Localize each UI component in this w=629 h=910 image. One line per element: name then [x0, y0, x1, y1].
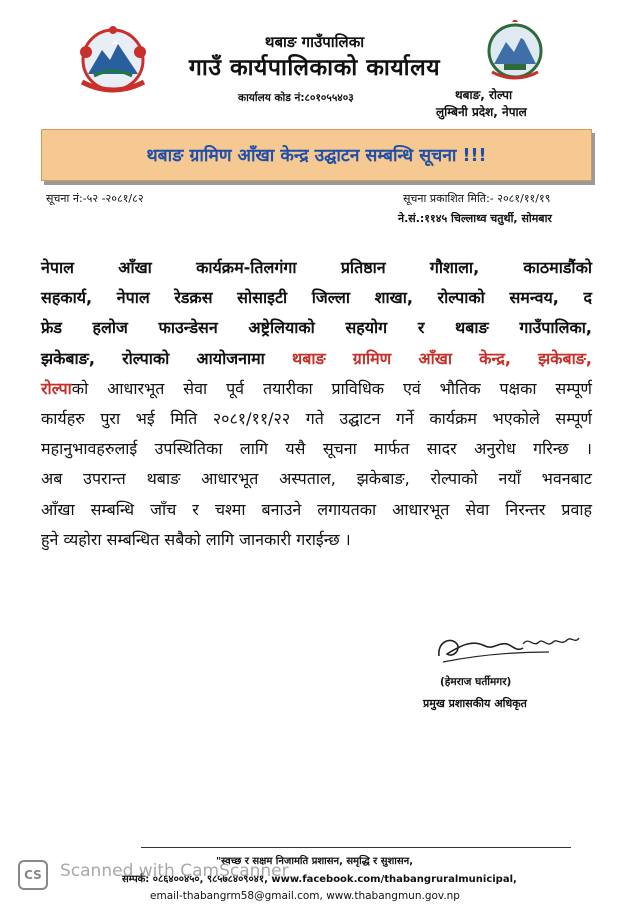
body-line-part: को आधारभूत सेवा पूर्व तयारीका प्राविधिक एवं भौतिक पक्षका सम्पूर्ण: [71, 378, 592, 398]
footer-email-web: email-thabangrm58@gmail.com, www.thabangmun.gov.np: [150, 890, 460, 902]
footer-divider: [141, 847, 571, 848]
notice-number: सूचना नं:-५२ -२०८१/८२: [46, 192, 144, 205]
camscanner-icon: CS: [18, 860, 48, 890]
scanner-watermark: Scanned with CamScanner: [60, 861, 289, 881]
signature-icon: [433, 622, 583, 682]
footer-contact: सम्पर्क: ०८६४००४५०, ९८५७८४०९०४१, www.facebook.com/thabangruralmunicipal,: [122, 874, 517, 885]
body-line-part: झकेबाङ, रोल्पाको आयोजनामा: [41, 348, 292, 368]
notice-body: [41, 253, 592, 555]
published-date: सूचना प्रकाशित मिति:- २०८१/११/१९: [403, 192, 551, 205]
office-code: कार्यालय कोड नं:८०१०५५४०३: [238, 92, 354, 104]
body-line: [41, 344, 592, 374]
notice-title: थबाङ ग्रामिण आँखा केन्द्र उद्घाटन सम्बन्धि सूचना !!!: [146, 146, 487, 166]
office-title: गाउँ कार्यपालिकाको कार्यालय: [188, 55, 441, 81]
body-line: कार्यहरु पुरा भई मिति २०८१/११/२२ गते उद्घाटन गर्ने कार्यक्रम भएकोले सम्पूर्ण: [41, 409, 592, 429]
signatory-title: प्रमुख प्रशासकीय अधिकृत: [423, 697, 527, 710]
body-line: हुने व्यहोरा सम्बन्धित सबैको लागि जानकारी गराईन्छ ।: [41, 529, 351, 549]
footer-slogan: "स्वच्छ र सक्षम निजामति प्रशासन, समृद्धि र सुशासन,: [216, 856, 413, 867]
nepal-sambat-date: ने.सं.:११४५ चिल्लाथ्व चतुर्थी, सोमबार: [398, 212, 552, 225]
body-line: आँखा सम्बन्धि जाँच र चश्मा बनाउने लगायतका आधारभूत सेवा निरन्तर प्रवाह: [41, 499, 592, 519]
body-line: फ्रेड हलोज फाउन्डेसन अष्ट्रेलियाको सहयोग र थबाङ गाउँपालिका,: [41, 318, 592, 338]
address-line-1: थबाङ, रोल्पा: [455, 88, 513, 102]
body-line: [41, 374, 592, 404]
highlight-eye-center: थबाङ ग्रामिण आँखा केन्द्र, झकेबाङ,: [291, 348, 593, 368]
municipality-name: थबाङ गाउँपालिका: [264, 33, 365, 51]
signatory-name: (हेमराज घर्तीमगर): [440, 676, 512, 688]
highlight-rolpa: रोल्पा: [41, 378, 72, 398]
body-line: सहकार्य, नेपाल रेडक्रस सोसाइटी जिल्ला शाखा, रोल्पाको समन्वय, द: [41, 288, 592, 308]
address-line-2: लुम्बिनी प्रदेश, नेपाल: [436, 105, 527, 119]
body-line: महानुभावहरुलाई उपस्थितिका लागि यसै सूचना मार्फत सादर अनुरोध गरिन्छ ।: [41, 439, 592, 459]
body-line: अब उपरान्त थबाङ आधारभूत अस्पताल, झकेबाङ, रोल्पाको नयाँ भवनबाट: [41, 469, 592, 489]
notice-title-banner: [41, 129, 592, 181]
body-line: नेपाल आँखा कार्यक्रम-तिलगंगा प्रतिष्ठान गौशाला, काठमाडौंको: [41, 258, 592, 277]
